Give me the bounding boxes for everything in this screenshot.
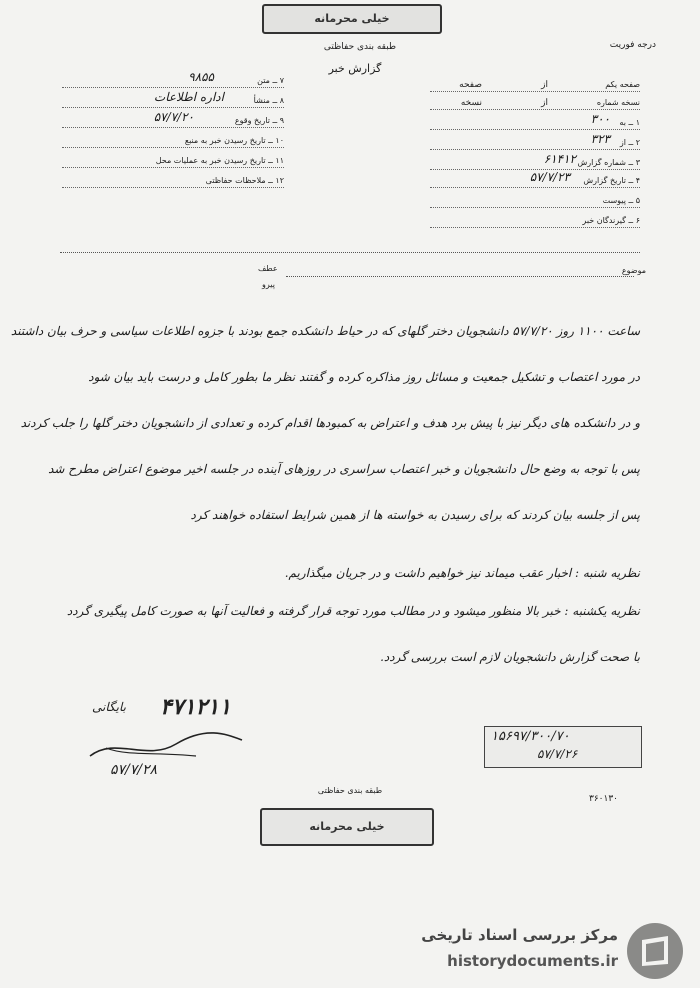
field-label: ۸ ــ منشأ [253, 96, 284, 105]
left-fields [62, 70, 284, 194]
subject-label: موضوع [621, 266, 646, 275]
field-line [62, 87, 284, 88]
field-value: اداره اطلاعات [153, 90, 224, 104]
field-label: ۶ ــ گیرندگان خبر [582, 216, 640, 225]
field-label: ۴ ــ تاریخ گزارش [583, 176, 640, 185]
field-value: از [541, 98, 548, 108]
signature-date: ۵۷/۷/۲۸ [110, 762, 158, 778]
field-value: از [541, 80, 548, 90]
bottom-classification-label: طبقه بندی حفاظتی [317, 786, 383, 795]
field-label: ۷ ــ متن [257, 76, 284, 85]
left-field [62, 154, 284, 170]
field-line [62, 187, 284, 188]
field-extra: صفحه [459, 80, 482, 90]
signature-scribble [86, 726, 246, 766]
watermark-title: مرکز بررسی اسناد تاریخی [421, 926, 618, 944]
field-line [62, 127, 284, 128]
field-line [430, 91, 640, 92]
comment-line: با صحت گزارش دانشجویان لازم است بررسی گردد. [380, 650, 640, 664]
bottom-stamp-text: خیلی محرمانه [309, 820, 385, 833]
right-fields [430, 78, 640, 238]
field-label: نسخه شماره [596, 98, 640, 107]
field-line [430, 109, 640, 110]
body-line: پس با توجه به وضع حال دانشجویان و خبر اعتصاب سراسری در روزهای آینده در جلسه اخیر موضوع اعتراض مطرح شد [48, 462, 640, 476]
registration-stamp-line2: ۵۷/۷/۲۶ [537, 747, 578, 761]
body-line: و در دانشکده های دیگر نیز با پیش برد هدف و اعتراض به کمبودها اقدام کرده و تعدادی از دانشجویان دختر گلها را جلب کردند [20, 416, 640, 430]
field-label: ۱ ــ به [619, 118, 640, 127]
header-separator [60, 252, 640, 253]
right-field [430, 214, 640, 230]
field-value: ۵۷/۷/۲۰ [153, 110, 194, 124]
priority-label: درجه فوریت [609, 40, 656, 50]
field-label: ۱۰ ــ تاریخ رسیدن خبر به منبع [184, 136, 284, 145]
comment-line: نظریه شنبه : اخبار عقب میماند نیز خواهیم داشت و در جریان میگذاریم. [284, 566, 640, 580]
field-line [62, 147, 284, 148]
field-line [430, 207, 640, 208]
signature-stroke [90, 733, 242, 756]
body-line: ساعت ۱۱۰۰ روز ۵۷/۷/۲۰ دانشجویان دختر گلهای که در حیاط دانشکده جمع بودند با جزوه اطلاعات سیاسی و حرف بیان داشتند [10, 324, 640, 338]
attach-label: پیرو [262, 280, 275, 289]
subject-line [286, 276, 634, 277]
registration-stamp-line1: ۱۵۶۹۷/۳۰۰/۷۰ [491, 729, 570, 744]
signature-stroke [106, 748, 196, 756]
watermark [400, 920, 690, 982]
right-field [430, 96, 640, 112]
right-field [430, 194, 640, 210]
org-line: طبقه بندی حفاظتی [323, 42, 397, 52]
comment-line: نظریه یکشنبه : خبر بالا منظور میشود و در مطالب مورد توجه قرار گرفته و فعالیت آنها به صورت کامل پیگیری گردد [66, 604, 640, 618]
left-field [62, 110, 284, 130]
field-line [62, 167, 284, 168]
field-line [62, 107, 284, 108]
right-field [430, 112, 640, 132]
document-title: گزارش خبر [328, 62, 382, 75]
field-line [430, 227, 640, 228]
left-field [62, 90, 284, 110]
left-field [62, 174, 284, 190]
bottom-code: ۳۶۰۱۳۰ [588, 794, 618, 804]
field-label: ۵ ــ پیوست [602, 196, 640, 205]
field-label: ۲ ــ از [619, 138, 640, 147]
right-field [430, 132, 640, 152]
signature-note: بایگانی [92, 700, 126, 714]
field-value: ۶۱۴۱۲ [543, 152, 576, 166]
body-line: در مورد اعتصاب و تشکیل جمعیت و مسائل روز مذاکره کرده و گفتند نظر ما بطور کامل و درست باید بیان شود [88, 370, 640, 384]
field-label: ۹ ــ تاریخ وقوع [234, 116, 284, 125]
top-classification-stamp [262, 4, 442, 34]
field-value: ۳۰۰ [590, 112, 610, 126]
field-extra: نسخه [460, 98, 482, 108]
field-line [430, 149, 640, 150]
field-label: صفحه یکم [605, 80, 640, 89]
watermark-site: historydocuments.ir [447, 952, 618, 970]
field-value: ۳۲۳ [590, 132, 610, 146]
field-value: ۵۷/۷/۲۳ [529, 170, 570, 184]
signature-number: ۴۷۱۲۱۱ [160, 694, 231, 720]
right-field [430, 170, 640, 190]
body-line: پس از جلسه بیان کردند که برای رسیدن به خواسته ها از همین شرایط استفاده خواهند کرد [190, 508, 640, 522]
tag-label: عطف [258, 264, 278, 273]
field-label: ۱۱ ــ تاریخ رسیدن خبر به عملیات محل [155, 156, 284, 165]
bottom-classification-stamp [260, 808, 434, 846]
left-field [62, 70, 284, 90]
field-label: ۳ ــ شماره گزارش [577, 158, 640, 167]
field-value: ۹۸۵۵ [188, 70, 214, 84]
top-stamp-text: خیلی محرمانه [314, 12, 390, 25]
field-line [430, 129, 640, 130]
registration-stamp [484, 726, 642, 768]
field-label: ۱۲ ــ ملاحظات حفاظتی [205, 176, 284, 185]
archive-logo-icon [624, 920, 686, 982]
field-line [430, 187, 640, 188]
left-field [62, 134, 284, 150]
right-field [430, 78, 640, 94]
